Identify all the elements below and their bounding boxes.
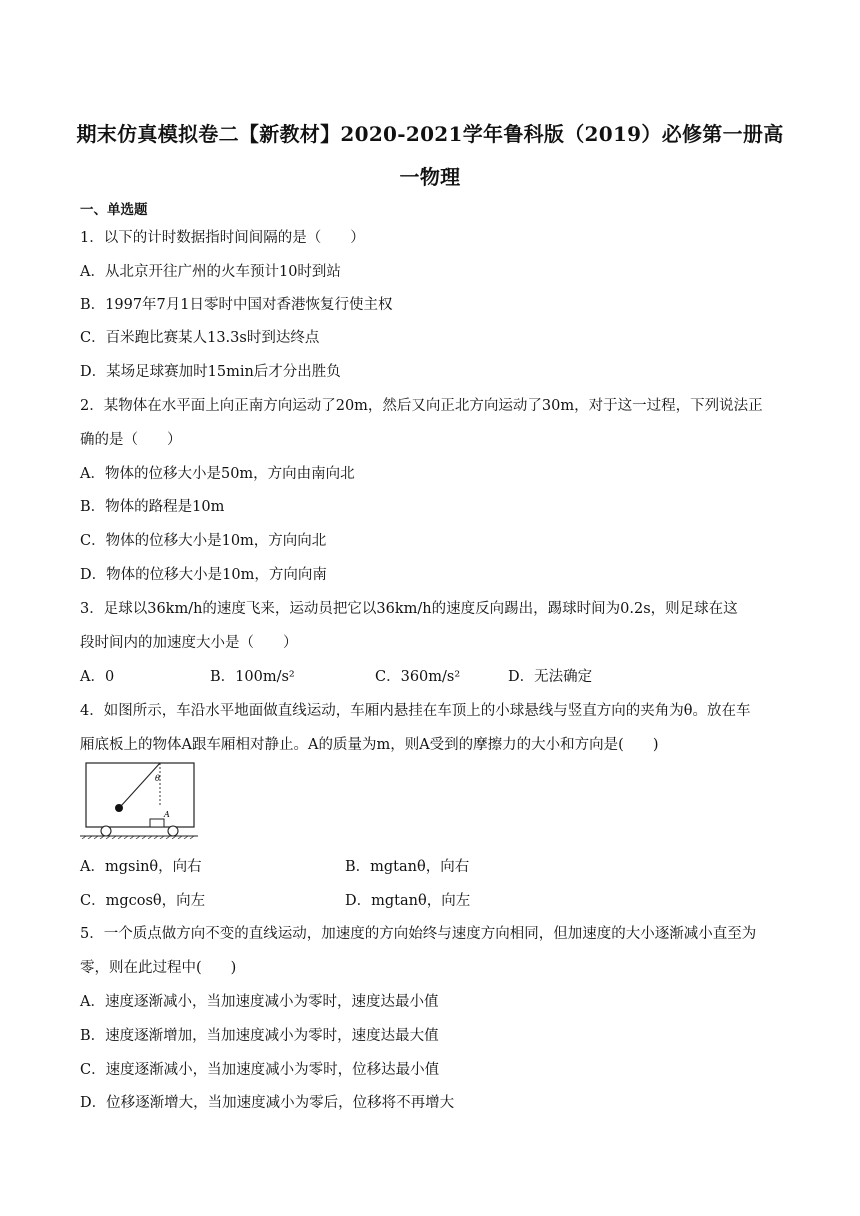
q1-option-b: B．1997年7月1日零时中国对香港恢复行使主权: [80, 297, 393, 313]
q3-stem-line2: 段时间内的加速度大小是（ ）: [80, 635, 298, 651]
block-a: [150, 819, 164, 827]
q5-option-d: D．位移逐渐增大，当加速度减小为零后，位移将不再增大: [80, 1095, 455, 1111]
pendulum-ball: [115, 804, 123, 812]
q1-option-c: C．百米跑比赛某人13.3s时到达终点: [80, 330, 320, 346]
right-wheel: [168, 826, 178, 836]
q3-stem-line1: 3．足球以36km/h的速度飞来，运动员把它以36km/h的速度反向踢出，踢球时间为0.2s，则足球在这: [80, 601, 738, 617]
q4-option-d: D．mgtanθ，向左: [345, 893, 471, 909]
q2-stem-line2: 确的是（ ）: [80, 432, 182, 448]
q1-option-a: A．从北京开往广州的火车预计10时到站: [80, 264, 341, 280]
cart-pendulum-diagram: [80, 759, 198, 839]
q2-option-b: B．物体的路程是10m: [80, 499, 225, 515]
q5-stem-line1: 5．一个质点做方向不变的直线运动，加速度的方向始终与速度方向相同，但加速度的大小逐渐减小直至为: [80, 926, 757, 942]
cart-body: [86, 763, 194, 827]
q5-option-a: A．速度逐渐减小，当加速度减小为零时，速度达最小值: [80, 994, 439, 1010]
q2-stem-line1: 2．某物体在水平面上向正南方向运动了20m，然后又向正北方向运动了30m，对于这一过程，下列说法正: [80, 398, 763, 414]
left-wheel: [101, 826, 111, 836]
q2-option-d: D．物体的位移大小是10m，方向向南: [80, 567, 327, 583]
q1-option-d: D．某场足球赛加时15min后才分出胜负: [80, 364, 341, 380]
section-heading: 一、单选题: [80, 202, 148, 218]
page-title-line2: 一物理: [399, 165, 461, 189]
q3-option-d: D．无法确定: [508, 669, 593, 685]
page-title-line1: 期末仿真模拟卷二【新教材】2020-2021学年鲁科版（2019）必修第一册高: [76, 122, 784, 146]
q5-stem-line2: 零，则在此过程中( ): [80, 960, 237, 976]
q4-stem-line2: 厢底板上的物体A跟车厢相对静止。A的质量为m，则A受到的摩擦力的大小和方向是( ): [80, 737, 659, 753]
q5-option-b: B．速度逐渐增加，当加速度减小为零时，速度达最大值: [80, 1028, 439, 1044]
q3-option-b: B．100m/s²: [210, 669, 295, 685]
q4-option-b: B．mgtanθ，向右: [345, 859, 470, 875]
q4-stem-line1: 4．如图所示，车沿水平地面做直线运动，车厢内悬挂在车顶上的小球悬线与竖直方向的夹角为θ。放在车: [80, 703, 751, 719]
q2-option-a: A．物体的位移大小是50m，方向由南向北: [80, 466, 355, 482]
q1-stem: 1．以下的计时数据指时间间隔的是（ ）: [80, 230, 365, 246]
q5-option-c: C．速度逐渐减小，当加速度减小为零时，位移达最小值: [80, 1062, 440, 1078]
theta-label: θ: [155, 774, 160, 783]
pendulum-string: [121, 763, 160, 806]
q4-option-c: C．mgcosθ，向左: [80, 893, 206, 909]
q3-option-c: C．360m/s²: [375, 669, 461, 685]
q4-option-a: A．mgsinθ，向右: [80, 859, 202, 875]
q2-option-c: C．物体的位移大小是10m，方向向北: [80, 533, 327, 549]
block-a-label: A: [164, 810, 170, 819]
q3-option-a: A．0: [80, 669, 115, 685]
